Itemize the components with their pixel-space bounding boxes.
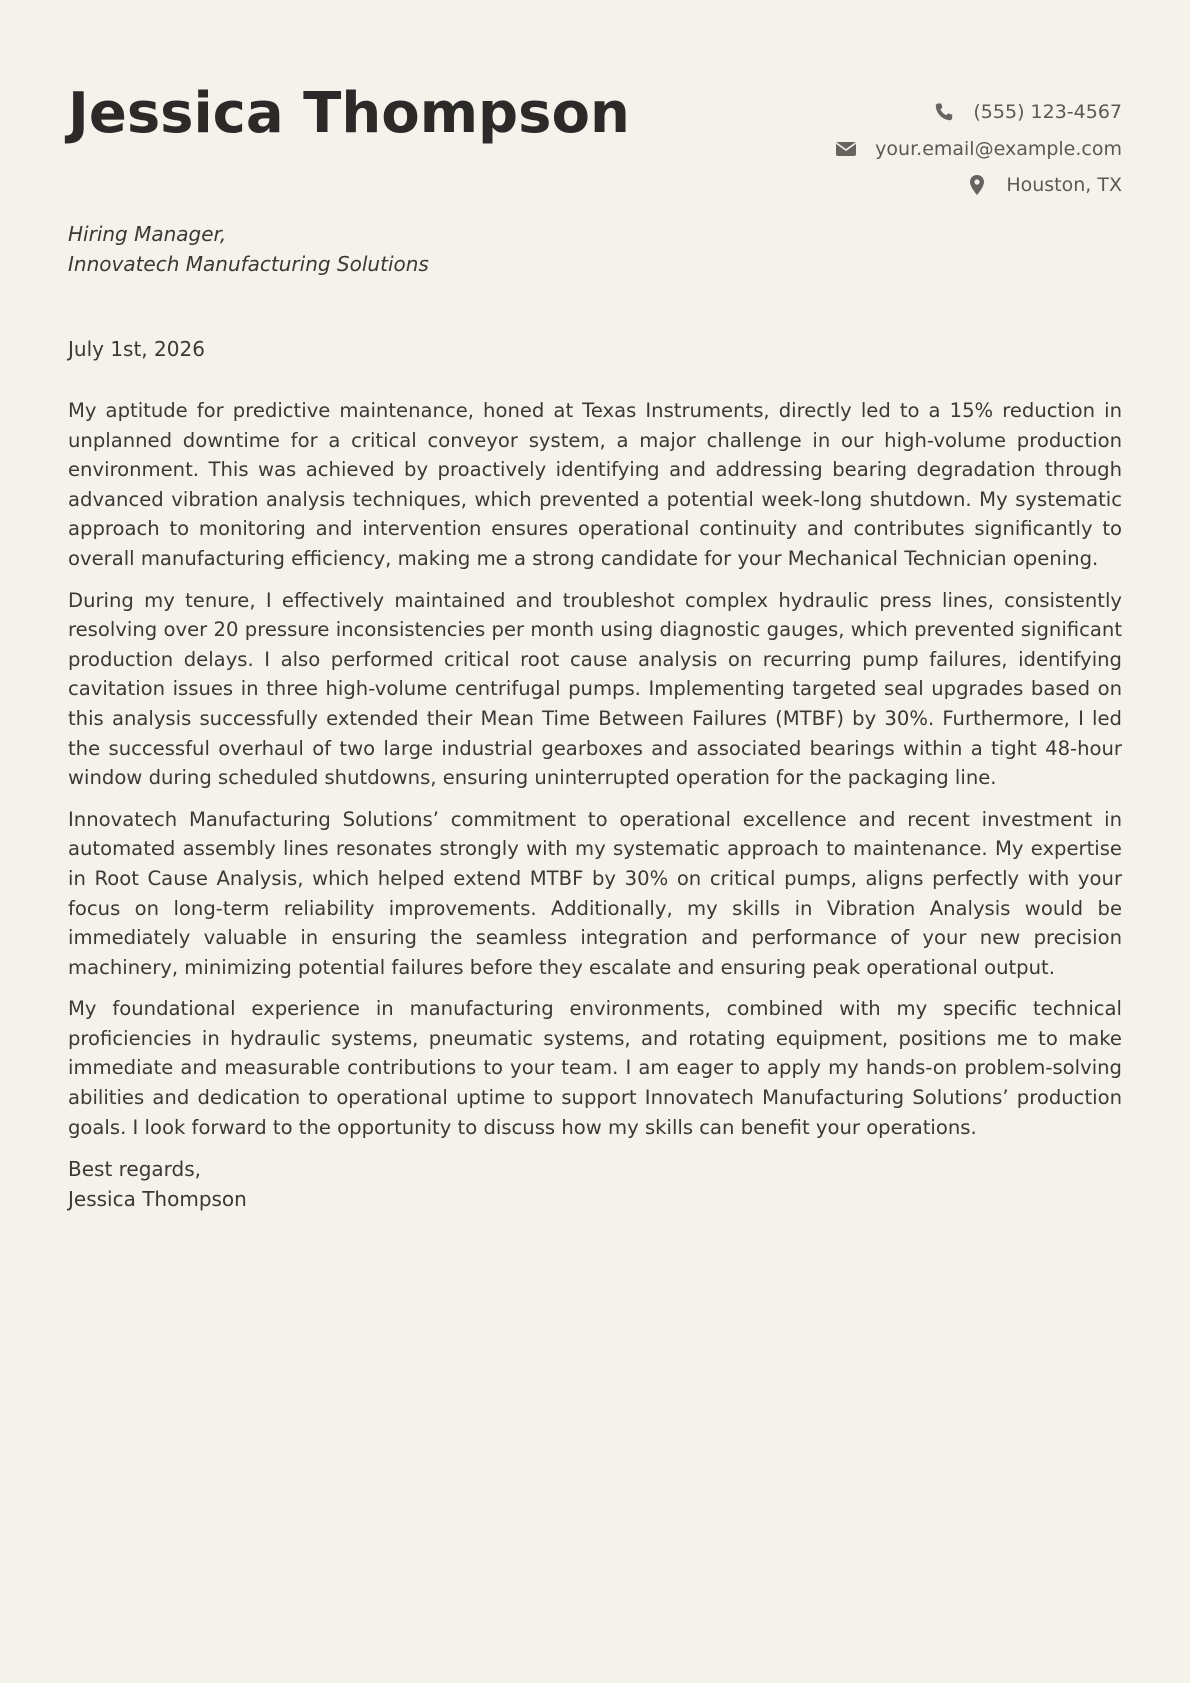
closing-salutation: Best regards, (68, 1157, 202, 1181)
letter-header (68, 0, 1122, 210)
contact-phone-row (835, 94, 1122, 131)
letter-date: July 1st, 2026 (68, 337, 205, 361)
body-paragraph-3: Innovatech Manufacturing Solutions’ commitment to operational excellence and recent investment in automated assembly lines resonates strongly with my systematic approach to maintenance. My expertise in Root Cause Analysis, which helped extend MTBF by 30% on critical pumps, aligns perfectly with your focus on long-term reliability improvements. Additionally, my skills in Vibration Analysis would be immediately valuable in ensuring the seamless integration and performance of your new precision machinery, minimizing potential failures before they escalate and ensuring peak operational output. (68, 807, 1122, 979)
contact-email-row (835, 131, 1122, 168)
applicant-name: Jessica Thompson (68, 81, 630, 146)
letter-body (68, 396, 1122, 1154)
envelope-icon (835, 138, 857, 160)
map-pin-icon (966, 174, 988, 196)
location-text: Houston, TX (1006, 174, 1122, 197)
body-paragraph-1: My aptitude for predictive maintenance, honed at Texas Instruments, directly led to a 15% reduction in unplanned downtime for a critical conveyor system, a major challenge in our high-volume production environment. This was achieved by proactively identifying and addressing bearing degradation through advanced vibration analysis techniques, which prevented a potential week-long shutdown. My systematic approach to monitoring and intervention ensures operational continuity and contributes significantly to overall manufacturing efficiency, making me a strong candidate for your Mechanical Technician opening. (68, 399, 1122, 570)
cover-letter-page (68, 0, 1122, 1683)
phone-icon (933, 101, 955, 123)
signature-name: Jessica Thompson (68, 1186, 247, 1211)
body-paragraph-4: My foundational experience in manufacturing environments, combined with my specific technical proficiencies in hydraulic systems, pneumatic systems, and rotating equipment, positions me to make immediate and measurable contributions to your team. I am eager to apply my hands-on problem-solving abilities and dedication to operational uptime to support Innovatech Manufacturing Solutions’ production goals. I look forward to the opportunity to discuss how my skills can benefit your operations. (68, 997, 1122, 1139)
email-address: your.email@example.com (875, 137, 1122, 160)
recipient-title: Hiring Manager, (68, 222, 227, 246)
contact-info (835, 94, 1122, 204)
contact-location-row (835, 167, 1122, 204)
closing-block (68, 1155, 247, 1214)
body-paragraph-2: During my tenure, I effectively maintained and troubleshot complex hydraulic press lines, consistently resolving over 20 pressure inconsistencies per month using diagnostic gauges, which prevented significant production delays. I also performed critical root cause analysis on recurring pump failures, identifying cavitation issues in three high-volume centrifugal pumps. Implementing targeted seal upgrades based on this analysis successfully extended their Mean Time Between Failures (MTBF) by 30%. Furthermore, I led the successful overhaul of two large industrial gearboxes and associated bearings within a tight 48-hour window during scheduled shutdowns, ensuring uninterrupted operation for the packaging line. (68, 588, 1122, 790)
recipient-block (68, 220, 429, 279)
phone-number: (555) 123-4567 (973, 101, 1122, 124)
recipient-company: Innovatech Manufacturing Solutions (68, 251, 429, 276)
